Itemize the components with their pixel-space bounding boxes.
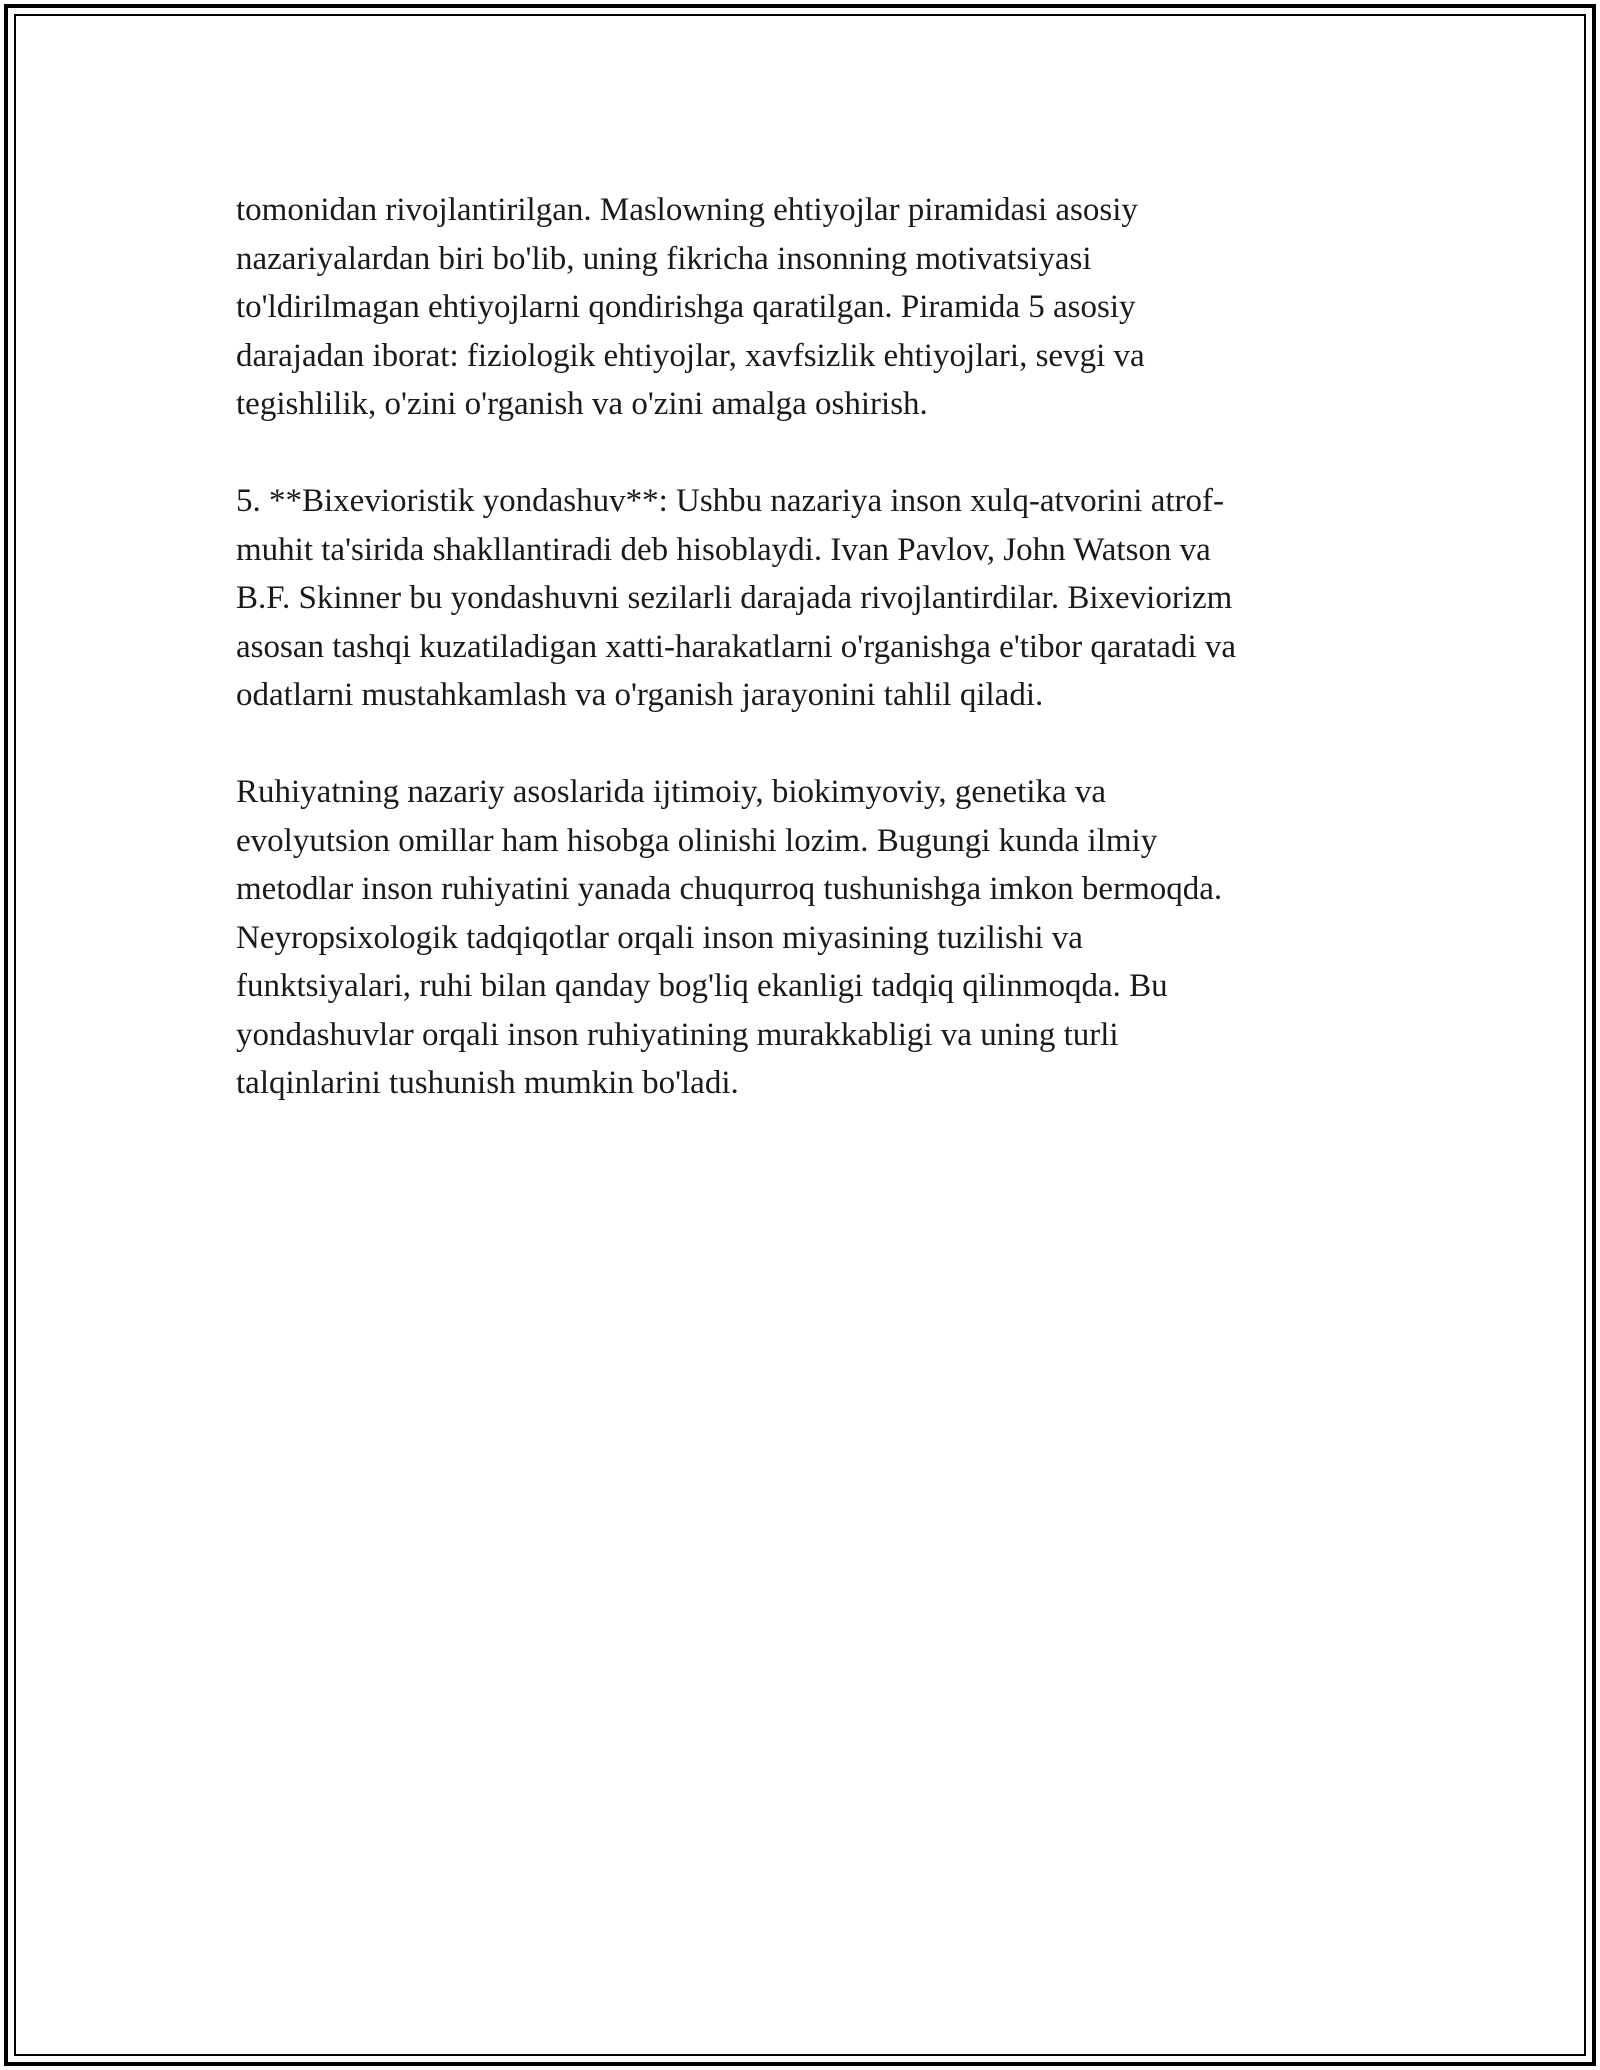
paragraph-maslow: tomonidan rivojlantirilgan. Maslowning ehtiyojlar piramidasi asosiy nazariyalardan biri bo'lib, uning fikricha insonning motivatsiyasi to'ldirilmagan ehtiyojlarni qondirishga qaratilgan. Piramida 5 asosiy darajadan iborat: fiziologik ehtiyojlar, xavfsizlik ehtiyojlari, sevgi va tegishlilik, o'zini o'rganish va o'zini amalga oshirish. bbox=[236, 192, 1145, 422]
document-body bbox=[236, 186, 1356, 1108]
paragraph-conclusion: Ruhiyatning nazariy asoslarida ijtimoiy, biokimyoviy, genetika va evolyutsion omillar ham hisobga olinishi lozim. Bugungi kunda ilmiy metodlar inson ruhiyatini yanada chuqurroq tushunishga imkon bermoqda. Neyropsixologik tadqiqotlar orqali inson miyasining tuzilishi va funktsiyalari, ruhi bilan qanday bog'liq ekanligi tadqiq qilinmoqda. Bu yondashuvlar orqali inson ruhiyatining murakkabligi va uning turli talqinlarini tushunish mumkin bo'ladi. bbox=[236, 774, 1223, 1101]
paragraph-behaviorism: 5. **Bixevioristik yondashuv**: Ushbu nazariya inson xulq-atvorini atrof- muhit ta'sirida shakllantiradi deb hisoblaydi. Ivan Pavlov, John Watson va B.F. Skinner bu yondashuvni sezilarli darajada rivojlantirdilar. Bixeviorizm asosan tashqi kuzatiladigan xatti-harakatlarni o'rganishga e'tibor qaratadi va odatlarni mustahkamlash va o'rganish jarayonini tahlil qiladi. bbox=[236, 483, 1237, 713]
